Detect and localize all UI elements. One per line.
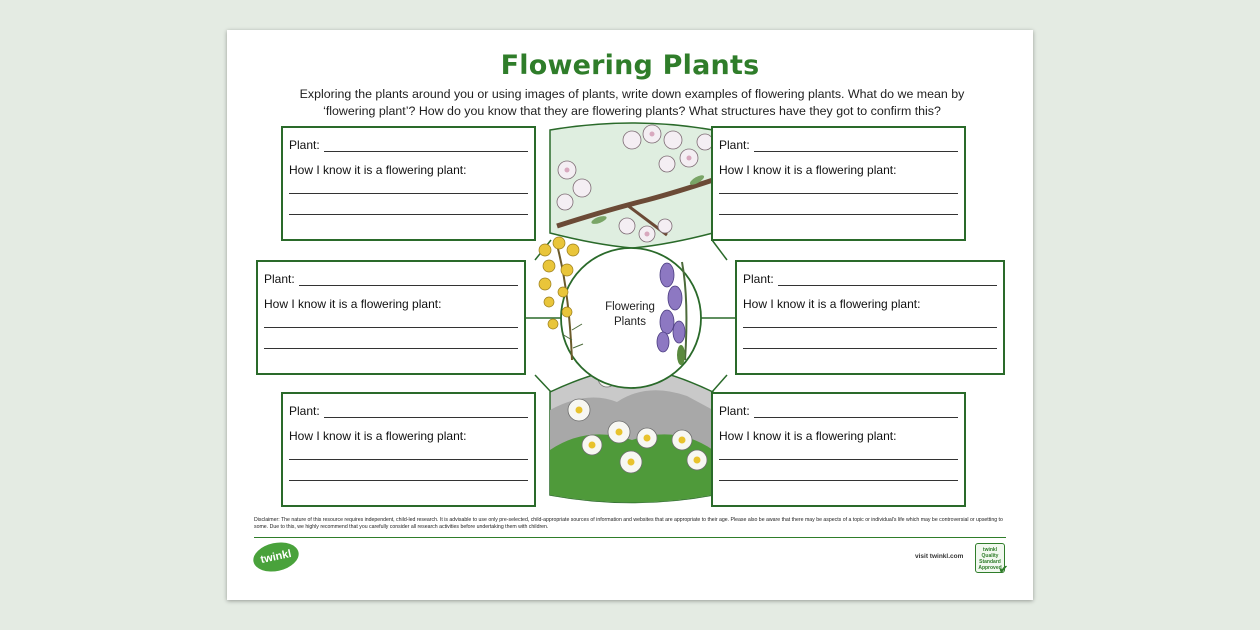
- disclaimer: Disclaimer: The nature of this resource requires independent, child-led research. It is advisable to use only pre-selected, child-appropriate sources of information and websites that are appropriate to their age. Please also be aware that there may be aspects of a topic or individual's life which may be controversial or upsetting to some. Due to this, we highly recommend that you carefully consider all research activities before undertaking them with children.: [254, 517, 1003, 530]
- footer-divider: [254, 537, 1006, 538]
- instructions-line-2: ‘flowering plant’? How do you know that they are flowering plants? What structures have they got to confirm this?: [323, 104, 941, 118]
- plant-label: Plant:: [719, 138, 750, 152]
- plant-label: Plant:: [289, 138, 320, 152]
- connector-top-right: [712, 240, 727, 260]
- plant-name-line[interactable]: [299, 273, 518, 286]
- plant-row: [719, 402, 958, 418]
- plant-row: [743, 270, 997, 286]
- blossom-centre: [645, 232, 650, 237]
- instructions-line-1: Exploring the plants around you or using images of plants, write down examples of flowering plants. What do we mean by: [299, 87, 965, 101]
- bluebell-flower: [673, 321, 685, 343]
- how-prompt: How I know it is a flowering plant:: [719, 163, 897, 177]
- plant-box-middle-right: [735, 260, 1005, 375]
- blossom: [658, 219, 672, 233]
- plant-name-line[interactable]: [754, 139, 958, 152]
- daisy-centre: [576, 407, 583, 414]
- bluebell-flower: [660, 263, 674, 287]
- visit-link[interactable]: visit twinkl.com: [915, 553, 964, 560]
- answer-line[interactable]: [264, 328, 518, 349]
- gorse-flower: [567, 244, 579, 256]
- plant-name-line[interactable]: [324, 405, 528, 418]
- badge-line-1: twinkl: [982, 547, 998, 553]
- badge-line-2: Quality Standard: [979, 553, 1001, 565]
- badge-line-3: Approved: [978, 565, 1002, 571]
- page-title: Flowering Plants: [500, 50, 760, 81]
- daisy-centre: [694, 457, 701, 464]
- connector-bottom-right: [712, 375, 727, 392]
- gorse-flower: [539, 244, 551, 256]
- plant-box-middle-left: [256, 260, 526, 375]
- plant-box-bottom-right: [711, 392, 966, 507]
- how-prompt: How I know it is a flowering plant:: [743, 297, 921, 311]
- plant-row: [289, 136, 528, 152]
- gorse-flower: [548, 319, 558, 329]
- blossom: [573, 179, 591, 197]
- answer-line[interactable]: [289, 443, 528, 460]
- connector-bottom-left: [535, 375, 551, 392]
- center-label-line-2: Plants: [614, 316, 646, 328]
- gorse-flower: [558, 287, 568, 297]
- how-prompt: How I know it is a flowering plant:: [719, 429, 897, 443]
- plant-name-line[interactable]: [778, 273, 997, 286]
- gorse-flower: [553, 237, 565, 249]
- daisy-centre: [679, 437, 686, 444]
- checkmark-icon: ✔: [998, 564, 1008, 576]
- plant-name-line[interactable]: [324, 139, 528, 152]
- blossom: [659, 156, 675, 172]
- blossom: [664, 131, 682, 149]
- answer-line[interactable]: [719, 460, 958, 481]
- plant-label: Plant:: [264, 272, 295, 286]
- bluebell-leaf: [677, 345, 685, 365]
- blossom-centre: [650, 132, 655, 137]
- gorse-flower: [543, 260, 555, 272]
- gorse-flower: [539, 278, 551, 290]
- bluebell-flower: [668, 286, 682, 310]
- bluebell-flower: [657, 332, 669, 352]
- blossom: [619, 218, 635, 234]
- blossom: [623, 131, 641, 149]
- answer-line[interactable]: [289, 194, 528, 215]
- worksheet-page: [227, 30, 1033, 600]
- plant-name-line[interactable]: [754, 405, 958, 418]
- plant-box-bottom-left: [281, 392, 536, 507]
- answer-line[interactable]: [289, 460, 528, 481]
- plant-label: Plant:: [289, 404, 320, 418]
- answer-line[interactable]: [264, 311, 518, 328]
- how-prompt: How I know it is a flowering plant:: [289, 429, 467, 443]
- gorse-flower: [562, 307, 572, 317]
- answer-line[interactable]: [719, 443, 958, 460]
- plant-box-top-right: [711, 126, 966, 241]
- gorse-flower: [561, 264, 573, 276]
- plant-box-top-left: [281, 126, 536, 241]
- plant-label: Plant:: [743, 272, 774, 286]
- answer-line[interactable]: [743, 311, 997, 328]
- blossom-centre: [565, 168, 570, 173]
- center-label-line-1: Flowering: [605, 301, 655, 313]
- plant-row: [264, 270, 518, 286]
- plant-row: [289, 402, 528, 418]
- how-prompt: How I know it is a flowering plant:: [264, 297, 442, 311]
- daisy-centre: [628, 459, 635, 466]
- daisy-centre: [589, 442, 596, 449]
- how-prompt: How I know it is a flowering plant:: [289, 163, 467, 177]
- blossom: [557, 194, 573, 210]
- center-label: [595, 300, 665, 330]
- quality-badge: [975, 543, 1008, 576]
- instructions: [287, 86, 977, 120]
- answer-line[interactable]: [719, 177, 958, 194]
- daisy-centre: [616, 429, 623, 436]
- plant-row: [719, 136, 958, 152]
- plant-label: Plant:: [719, 404, 750, 418]
- daisy-centre: [644, 435, 651, 442]
- answer-line[interactable]: [743, 328, 997, 349]
- blossom-centre: [687, 156, 692, 161]
- answer-line[interactable]: [719, 194, 958, 215]
- twinkl-logo[interactable]: twinkl: [251, 539, 302, 576]
- answer-line[interactable]: [289, 177, 528, 194]
- gorse-flower: [544, 297, 554, 307]
